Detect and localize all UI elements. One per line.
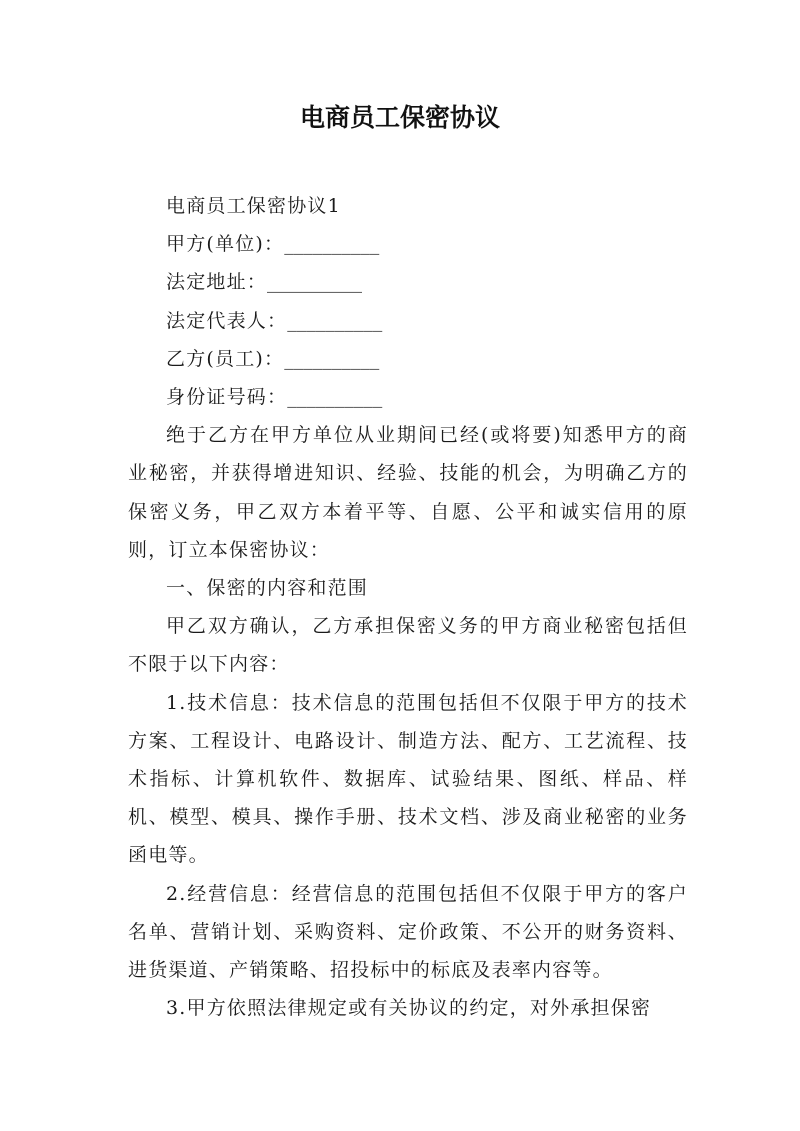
- field-blank: __________: [267, 271, 363, 294]
- section-heading: 一、保密的内容和范围: [166, 577, 369, 600]
- document-title: 电商员工保密协议: [299, 103, 500, 132]
- paragraph-technical-info: 1.技术信息：技术信息的范围包括但不仅限于甲方的技术方案、工程设计、电路设计、制造方法、配方、工艺流程、技术指标、计算机软件、数据库、试验结果、图纸、样品、样机、模型、模具、操作手册、技术文档、涉及商业秘密的业务函电等。: [128, 691, 688, 867]
- field-label: 法定地址：: [166, 271, 268, 294]
- paragraph-scope: 甲乙双方确认，乙方承担保密义务的甲方商业秘密包括但不限于以下内容：: [128, 615, 688, 676]
- field-label: 身份证号码：: [166, 386, 288, 409]
- paragraph-legal-obligation: 3.甲方依照法律规定或有关协议的约定，对外承担保密: [166, 997, 652, 1020]
- field-blank: __________: [284, 233, 380, 256]
- field-party-b: [128, 340, 688, 378]
- paragraph-preamble: 绝于乙方在甲方单位从业期间已经(或将要)知悉甲方的商业秘密，并获得增进知识、经验、技能的机会，为明确乙方的保密义务，甲乙双方本着平等、自愿、公平和诚实信用的原则，订立本保密协议：: [128, 424, 688, 561]
- document-body: [128, 187, 688, 1027]
- field-id-number: [128, 378, 688, 416]
- field-label: 法定代表人：: [166, 309, 288, 332]
- field-blank: __________: [284, 347, 380, 370]
- field-legal-address: [128, 263, 688, 301]
- document-subtitle: 电商员工保密协议1: [166, 195, 341, 217]
- field-label: 甲方(单位)：: [166, 233, 285, 256]
- field-label: 乙方(员工)：: [166, 347, 285, 370]
- field-legal-representative: [128, 302, 688, 340]
- field-blank: __________: [287, 386, 383, 409]
- field-blank: __________: [287, 309, 383, 332]
- paragraph-business-info: 2.经营信息：经营信息的范围包括但不仅限于甲方的客户名单、营销计划、采购资料、定价政策、不公开的财务资料、进货渠道、产销策略、招投标中的标底及表率内容等。: [128, 882, 688, 982]
- field-party-a: [128, 225, 688, 263]
